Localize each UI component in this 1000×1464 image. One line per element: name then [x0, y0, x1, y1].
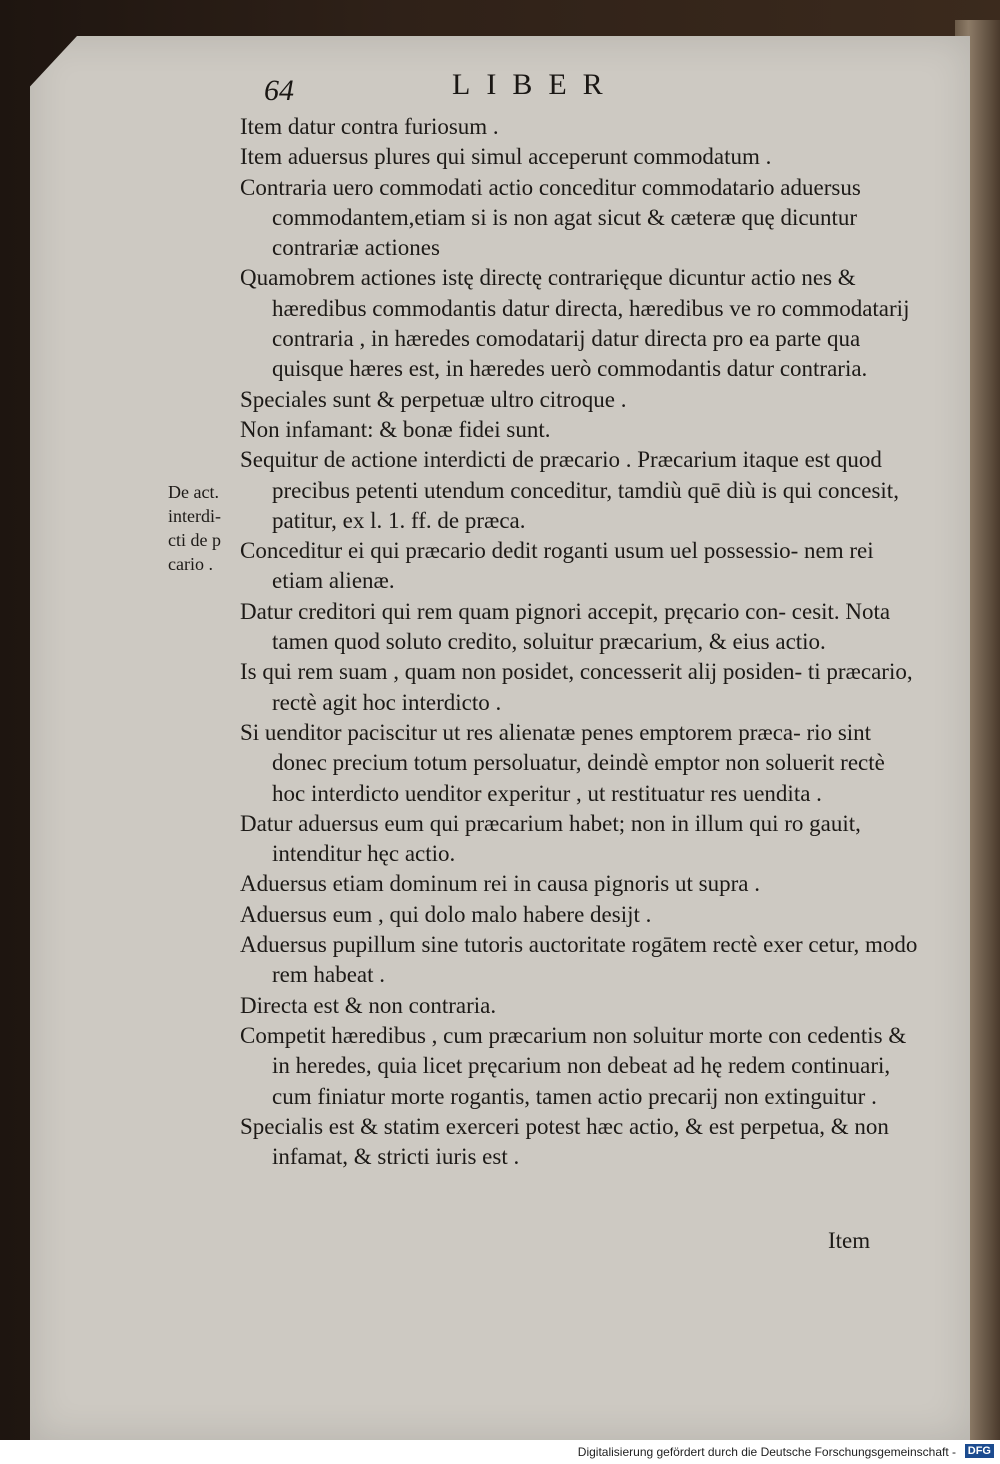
paragraph: Contraria uero commodati actio conceditur commodatario aduersus commodantem,etiam si is non agat sicut & cæteræ quę dicuntur contrariæ actiones	[240, 174, 861, 261]
marginal-note-line: cario .	[168, 554, 213, 574]
paragraph: Item aduersus plures qui simul acceperunt commodatum .	[240, 144, 772, 170]
paragraph: Speciales sunt & perpetuæ ultro citroque .	[240, 386, 627, 412]
marginal-note	[168, 480, 248, 576]
paragraph: Aduersus pupillum sine tutoris auctoritate rogātem rectè exer cetur, modo rem habeat .	[240, 932, 918, 988]
paragraph: Directa est & non contraria.	[240, 992, 497, 1018]
paragraph: Non infamant: & bonæ fidei sunt.	[240, 416, 551, 442]
paragraph: Datur creditori qui rem quam pignori accepit, pręcario con- cesit. Nota tamen quod soluto credito, soluitur præcarium, & eius actio.	[240, 598, 891, 655]
paragraph: Specialis est & statim exerceri potest hæc actio, & est perpetua, & non infamat, & stricti iuris est .	[240, 1113, 889, 1170]
marginal-note-line: De act.	[168, 482, 219, 502]
marginal-note-line: interdi-	[168, 506, 221, 526]
paragraph: Is qui rem suam , quam non posidet, concesserit alij posiden- ti præcario, rectè agit hoc interdicto .	[240, 659, 913, 715]
dfg-logo: DFG	[965, 1444, 994, 1458]
catchword: Item	[828, 1228, 871, 1253]
paragraph: Aduersus etiam dominum rei in causa pignoris ut supra .	[240, 871, 760, 897]
main-text	[240, 112, 920, 1172]
paragraph: Quamobrem actiones istę directę contrarięque dicuntur actio nes & hæredibus commodantis datur directa, hæredibus ve ro commodatarij contraria , in hæredes comodatarij datur directa pro ea parte qua quisque hæres est, in hæredes uerò commodantis datur contraria.	[240, 265, 910, 382]
paragraph: Competit hæredibus , cum præcarium non soluitur morte con cedentis & in heredes, quia licet pręcarium non debeat ad hę redem continuari, cum finiatur morte rogantis, tamen actio precarij non extinguitur .	[240, 1022, 907, 1109]
paragraph: Aduersus eum , qui dolo malo habere desijt .	[240, 901, 652, 927]
page-number: 64	[264, 74, 294, 107]
footer-credit: Digitalisierung gefördert durch die Deutsche Forschungsgemeinschaft -	[577, 1445, 956, 1459]
paragraph: Datur aduersus eum qui præcarium habet; non in illum qui ro gauit, intenditur hęc actio.	[240, 810, 861, 867]
running-head: LIBER	[452, 68, 619, 101]
marginal-note-line: cti de p	[168, 530, 221, 550]
paragraph: Sequitur de actione interdicti de præcario . Præcarium itaque est quod precibus petenti utendum conceditur, tamdiù quē diù is qui concesit, patitur, ex l. 1. ff. de præca.	[240, 447, 899, 533]
paragraph: Item datur contra furiosum .	[240, 114, 499, 139]
paragraph: Conceditur ei qui præcario dedit roganti usum uel possessio- nem rei etiam alienæ.	[240, 538, 874, 594]
paragraph: Si uenditor paciscitur ut res alienatæ penes emptorem præca- rio sint donec precium totum persoluatur, deindè emptor non soluerit rectè hoc interdicto uenditor experitur , ut restituatur res uendita .	[240, 719, 885, 806]
